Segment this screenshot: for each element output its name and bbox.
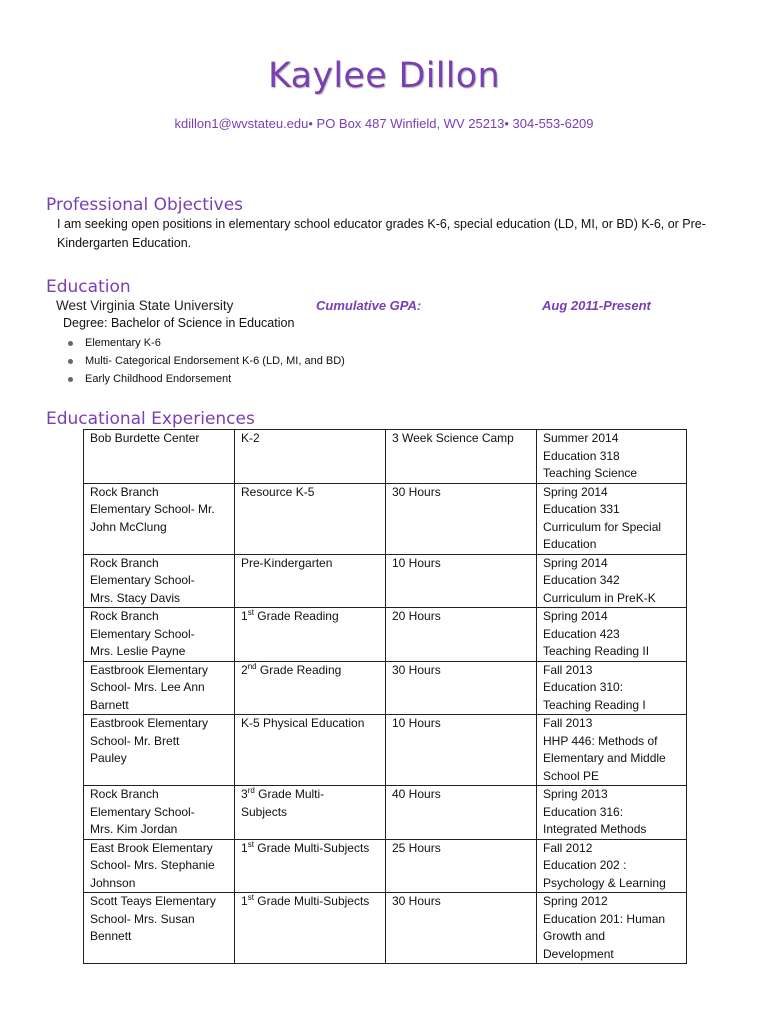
course-cell: Spring 2012 Education 201: Human Growth and Development <box>537 893 687 964</box>
grade-text-rest: Grade Reading <box>253 609 339 623</box>
hours-cell: 25 Hours <box>386 839 537 893</box>
grade-cell <box>235 554 386 608</box>
grade-cell <box>235 608 386 662</box>
table-row <box>84 893 687 964</box>
hours-cell: 30 Hours <box>386 661 537 715</box>
endorsement-list <box>67 334 345 388</box>
gpa-label: Cumulative GPA: <box>316 298 422 313</box>
education-dates: Aug 2011-Present <box>542 298 651 313</box>
grade-ordinal: nd <box>247 661 257 671</box>
school-name: West Virginia State University <box>56 298 234 313</box>
hours-cell: 30 Hours <box>386 483 537 554</box>
table-row <box>84 554 687 608</box>
grade-text: 3 <box>241 787 248 801</box>
table-row <box>84 839 687 893</box>
course-cell: Spring 2014 Education 423 Teaching Reading II <box>537 608 687 662</box>
course-cell: Fall 2013 Education 310: Teaching Reading I <box>537 661 687 715</box>
table-row <box>84 608 687 662</box>
hours-cell: 20 Hours <box>386 608 537 662</box>
grade-cell <box>235 786 386 840</box>
endorsement-item: Early Childhood Endorsement <box>67 370 345 388</box>
course-cell: Spring 2014 Education 342 Curriculum in PreK-K <box>537 554 687 608</box>
grade-cell <box>235 839 386 893</box>
placement-cell: Rock Branch Elementary School- Mrs. Stacy Davis <box>84 554 235 608</box>
endorsement-item: Multi- Categorical Endorsement K-6 (LD, MI, and BD) <box>67 352 345 370</box>
grade-text: K-5 Physical Education <box>241 716 365 730</box>
course-cell: Fall 2013 HHP 446: Methods of Elementary and Middle School PE <box>537 715 687 786</box>
hours-cell: 10 Hours <box>386 715 537 786</box>
placement-cell: Eastbrook Elementary School- Mr. Brett Pauley <box>84 715 235 786</box>
education-heading: Education <box>46 277 131 297</box>
grade-cell <box>235 483 386 554</box>
grade-text: 1 <box>241 609 248 623</box>
placement-cell: Rock Branch Elementary School- Mrs. Kim Jordan <box>84 786 235 840</box>
table-row <box>84 786 687 840</box>
table-row <box>84 483 687 554</box>
grade-cell <box>235 430 386 484</box>
endorsement-item: Elementary K-6 <box>67 334 345 352</box>
placement-cell: Rock Branch Elementary School- Mrs. Leslie Payne <box>84 608 235 662</box>
placement-cell: Bob Burdette Center <box>84 430 235 484</box>
resume-name: Kaylee Dillon <box>267 56 501 96</box>
placement-cell: Scott Teays Elementary School- Mrs. Susan Bennett <box>84 893 235 964</box>
grade-ordinal: st <box>247 608 254 617</box>
grade-text: Pre-Kindergarten <box>241 555 333 570</box>
grade-text-rest: Grade Multi- Subjects <box>241 787 325 819</box>
grade-text-rest: Grade Reading <box>256 662 342 677</box>
table-row <box>84 715 687 786</box>
grade-text: 1 <box>241 840 248 855</box>
grade-text-rest: Grade Multi-Subjects <box>253 894 370 908</box>
grade-text-rest: Grade Multi-Subjects <box>253 840 370 855</box>
grade-cell <box>235 661 386 715</box>
grade-cell <box>235 715 386 786</box>
objectives-heading: Professional Objectives <box>46 195 244 215</box>
degree: Degree: Bachelor of Science in Education <box>63 316 295 330</box>
course-cell: Spring 2014 Education 331 Curriculum for Special Education <box>537 483 687 554</box>
hours-cell: 30 Hours <box>386 893 537 964</box>
grade-ordinal: st <box>247 839 254 849</box>
objectives-text: I am seeking open positions in elementary school educator grades K-6, special education (LD, MI, or BD) K-6, or Pre-Kindergarten Education. <box>57 217 706 250</box>
hours-cell: 40 Hours <box>386 786 537 840</box>
grade-text: 2 <box>241 662 248 677</box>
contact-line: kdillon1@wvstateu.edu• PO Box 487 Winfield, WV 25213• 304-553-6209 <box>174 116 594 131</box>
experiences-table <box>83 429 687 964</box>
grade-cell <box>235 893 386 964</box>
experiences-heading: Educational Experiences <box>46 409 255 429</box>
grade-text: 1 <box>241 894 248 908</box>
hours-cell: 10 Hours <box>386 554 537 608</box>
grade-text: Resource K-5 <box>241 484 315 499</box>
course-cell: Summer 2014 Education 318 Teaching Science <box>537 430 687 484</box>
placement-cell: East Brook Elementary School- Mrs. Stephanie Johnson <box>84 839 235 893</box>
placement-cell: Eastbrook Elementary School- Mrs. Lee Ann Barnett <box>84 661 235 715</box>
grade-ordinal: rd <box>247 786 255 795</box>
table-row <box>84 661 687 715</box>
table-row <box>84 430 687 484</box>
placement-cell: Rock Branch Elementary School- Mr. John McClung <box>84 483 235 554</box>
grade-text: K-2 <box>241 431 260 445</box>
course-cell: Fall 2012 Education 202 : Psychology & Learning <box>537 839 687 893</box>
grade-ordinal: st <box>247 893 254 902</box>
hours-cell: 3 Week Science Camp <box>386 430 537 484</box>
course-cell: Spring 2013 Education 316: Integrated Methods <box>537 786 687 840</box>
